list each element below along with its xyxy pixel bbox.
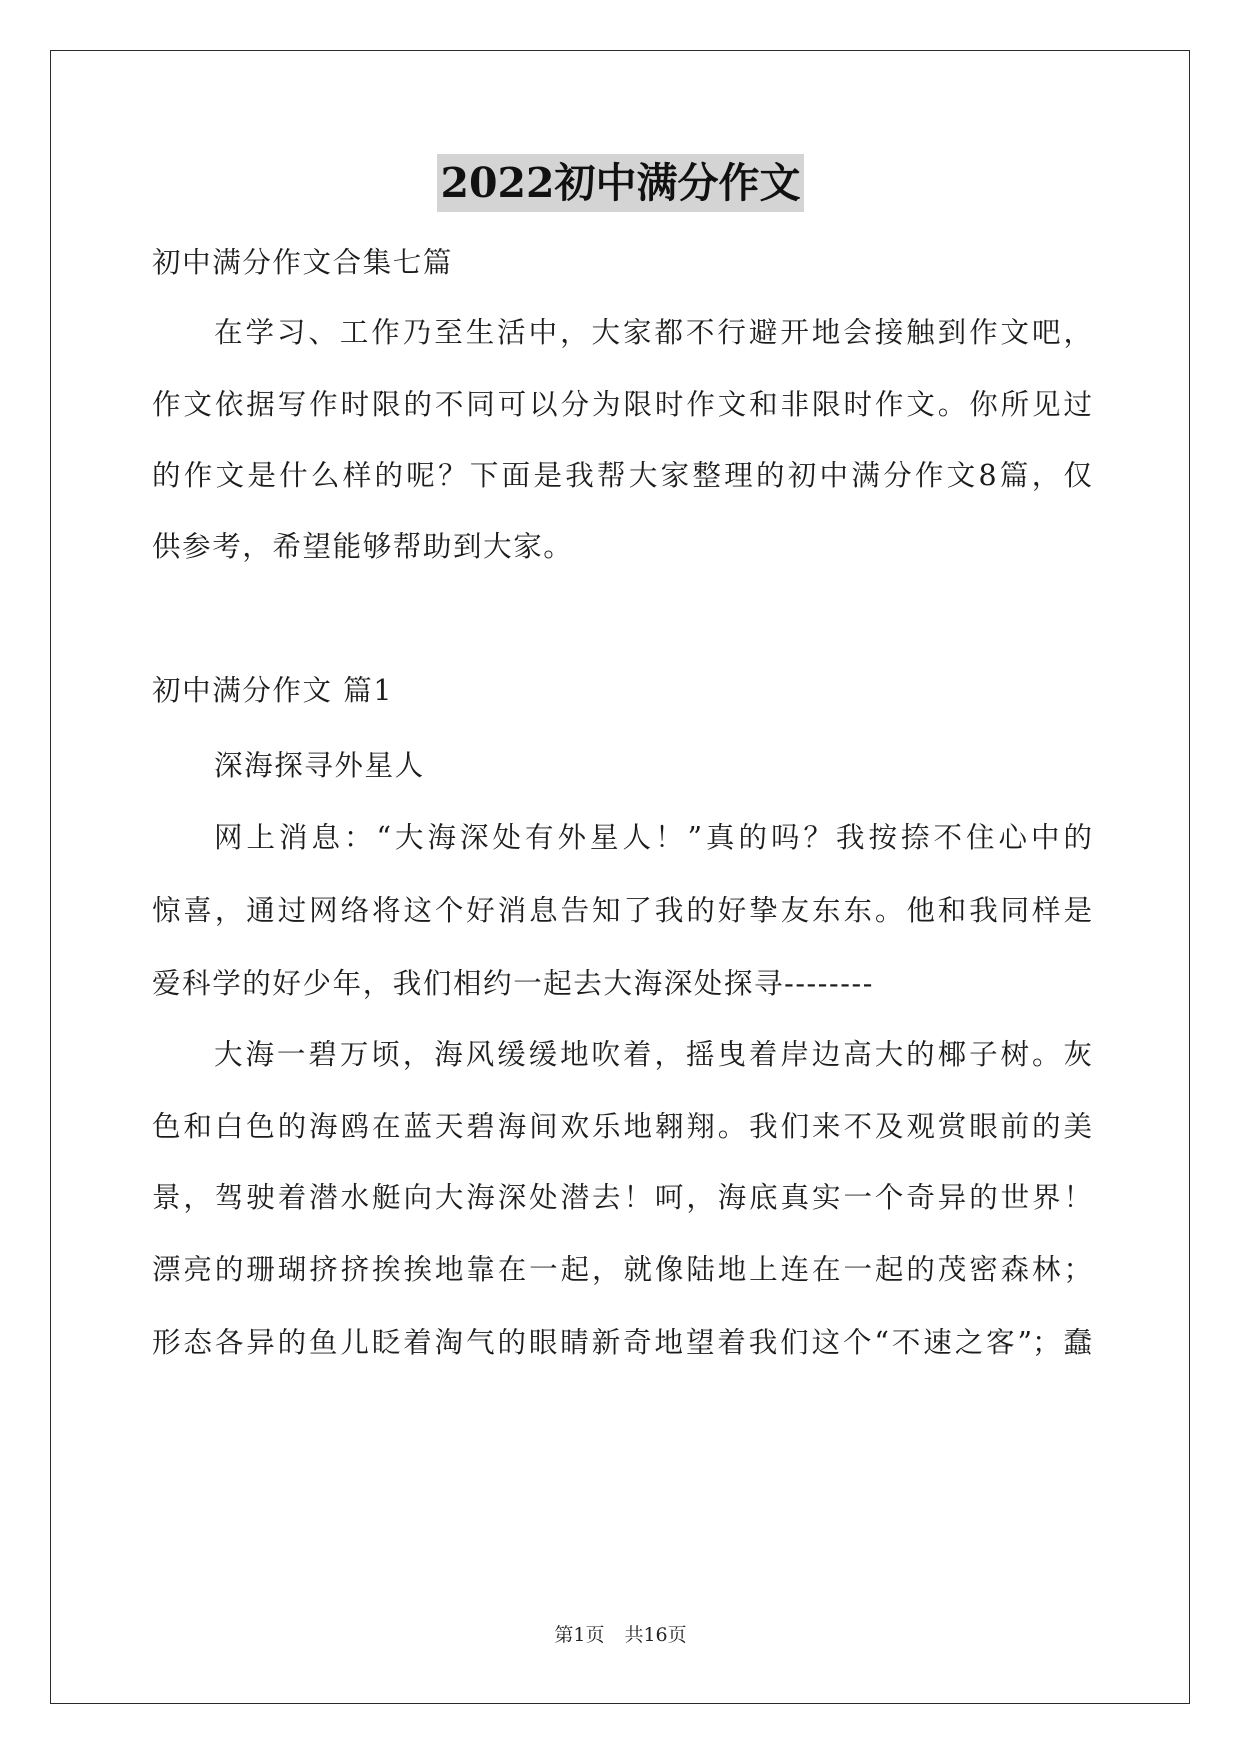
document-subtitle: 初中满分作文合集七篇 — [152, 246, 454, 279]
paragraph-line: 形态各异的鱼儿眨着淘气的眼睛新奇地望着我们这个“不速之客”；蠢 — [152, 1326, 1092, 1359]
intro-line: 作文依据写作时限的不同可以分为限时作文和非限时作文。你所见过 — [152, 388, 1092, 421]
page-number: 第1页 — [554, 1624, 605, 1646]
intro-line: 供参考，希望能够帮助到大家。 — [152, 530, 574, 563]
paragraph-line: 景，驾驶着潜水艇向大海深处潜去！呵，海底真实一个奇异的世界！ — [152, 1181, 1092, 1214]
page-border — [50, 50, 1190, 1704]
document-title — [0, 154, 1241, 212]
paragraph-line: 色和白色的海鸥在蓝天碧海间欢乐地翱翔。我们来不及观赏眼前的美 — [152, 1110, 1092, 1143]
paragraph-line: 爱科学的好少年，我们相约一起去大海深处探寻-------- — [152, 967, 874, 1000]
paragraph-line: 惊喜，通过网络将这个好消息告知了我的好挚友东东。他和我同样是 — [152, 894, 1092, 927]
paragraph-line: 大海一碧万顷，海风缓缓地吹着，摇曳着岸边高大的椰子树。灰 — [214, 1038, 1092, 1071]
intro-line: 的作文是什么样的呢？下面是我帮大家整理的初中满分作文8篇，仅 — [152, 459, 1092, 492]
intro-line: 在学习、工作乃至生活中，大家都不行避开地会接触到作文吧， — [214, 316, 1092, 349]
paragraph-line: 网上消息：“大海深处有外星人！”真的吗？我按捺不住心中的 — [214, 821, 1092, 854]
document-title-text: 2022初中满分作文 — [437, 154, 803, 212]
paragraph-line: 漂亮的珊瑚挤挤挨挨地靠在一起，就像陆地上连在一起的茂密森林； — [152, 1253, 1092, 1286]
page-footer — [0, 1620, 1241, 1647]
section-heading: 初中满分作文 篇1 — [152, 674, 394, 707]
page-total: 共16页 — [624, 1624, 687, 1646]
essay-title: 深海探寻外星人 — [214, 749, 425, 782]
